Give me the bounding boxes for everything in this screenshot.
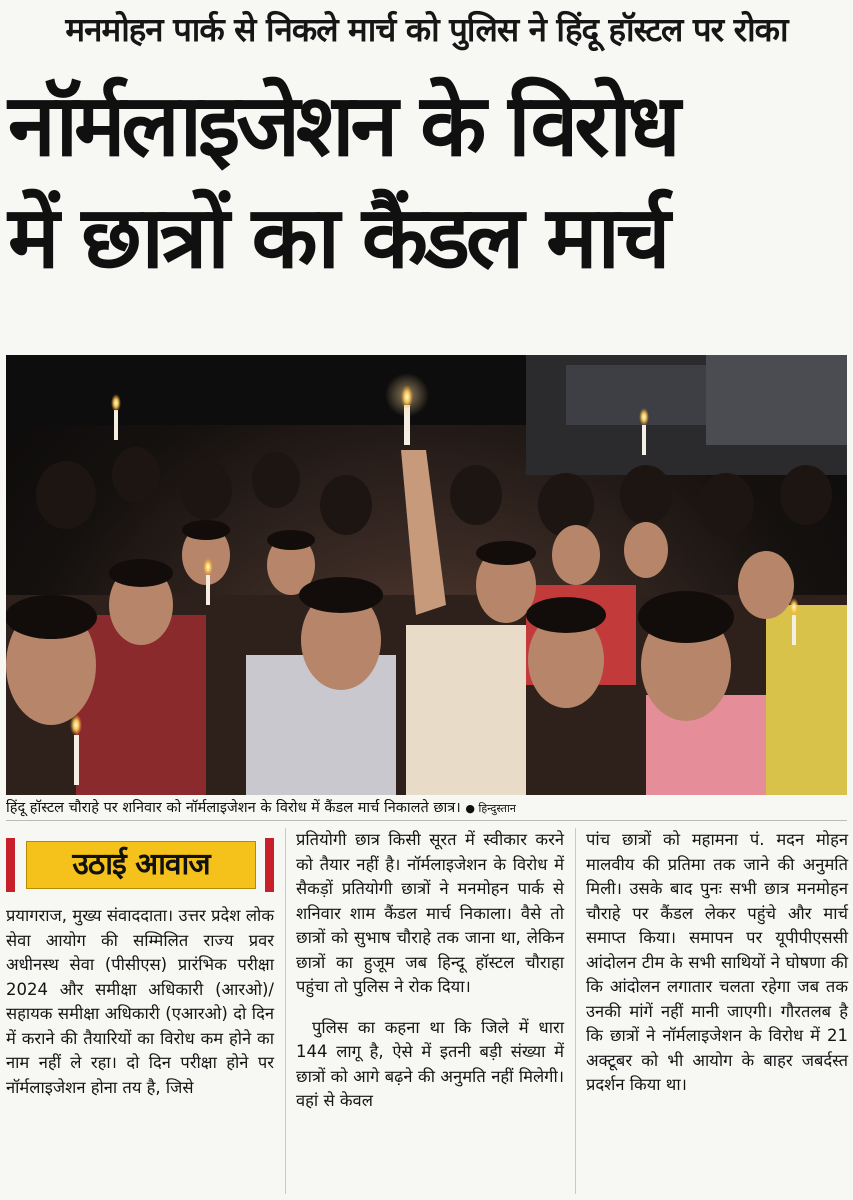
main-headline [8,70,848,294]
article-column-2 [296,828,564,1114]
column-2-paragraph-2: पुलिस का कहना था कि जिले में धारा 144 लागू है, ऐसे में इतनी बड़ी संख्या में छात्रों को आगे बढ़ने की अनुमति नहीं मिलेगी। वहां से केवल [296,1017,564,1110]
candle-march-photo [6,355,847,795]
photo-caption [6,797,847,819]
article-column-3 [586,828,848,1098]
caption-text: हिंदू हॉस्टल चौराहे पर शनिवार को नॉर्मलाइजेशन के विरोध में कैंडल मार्च निकालते छात्र। [6,800,461,816]
article-column-1 [6,904,274,1100]
column-3-text: पांच छात्रों को महामना पं. मदन मोहन मालवीय की प्रतिमा तक जाने की अनुमति मिली। उसके बाद पुनः सभी छात्र मनमोहन चौराहे पर कैंडल लेकर पहुंचे और मार्च समाप्त किया। समापन पर यूपीपीएससी आंदोलन टीम के सभी साथियों ने घोषणा की कि आंदोलन लगातार चलता रहेगा जब तक उनकी मांगें नहीं मानी जाएगी। गौरतलब है कि छात्रों ने नॉर्मलाइजेशन के विरोध में 21 अक्टूबर को भी आयोग के बाहर जबर्दस्त प्रदर्शन किया था। [586,830,848,1094]
kicker-headline: मनमोहन पार्क से निकले मार्च को पुलिस ने हिंदू हॉस्टल पर रोका [65,10,788,49]
banner-left-bar [6,838,15,892]
photo-credit: ● हिन्दुस्तान [465,802,516,815]
crowd-illustration [6,355,847,795]
column-2-paragraph-1: प्रतियोगी छात्र किसी सूरत में स्वीकार करने को तैयार नहीं है। नॉर्मलाइजेशन के विरोध में सैकड़ों प्रतियोगी छात्रों ने मनमोहन पार्क से शनिवार शाम कैंडल मार्च निकाला। वैसे तो छात्रों को सुभाष चौराहे तक जाना था, लेकिन छात्रों का हुजूम जब हिन्दू हॉस्टल चौराहा पहुंचा तो पुलिस ने रोक दिया। [296,830,564,996]
banner-right-bar [265,838,274,892]
section-banner [6,838,274,892]
headline-line-1: नॉर्मलाइजेशन के विरोध [8,76,677,176]
column-1-text: प्रयागराज, मुख्य संवाददाता। उत्तर प्रदेश लोक सेवा आयोग की सम्मिलित राज्य प्रवर अधीनस्थ सेवा (पीसीएस) प्रारंभिक परीक्षा 2024 और समीक्षा अधिकारी (आरओ)/ सहायक समीक्षा अधिकारी (एआरओ) दो दिन में कराने की तैयारियों का विरोध कम होने का नाम नहीं ले रहा। दो दिन परीक्षा होने पर नॉर्मलाइजेशन होना तय है, जिसे [6,906,274,1097]
section-label: उठाई आवाज [26,841,256,889]
caption-divider [6,820,847,821]
headline-line-2: में छात्रों का कैंडल मार्च [8,188,667,288]
column-divider [285,828,286,1194]
column-divider [575,828,576,1194]
